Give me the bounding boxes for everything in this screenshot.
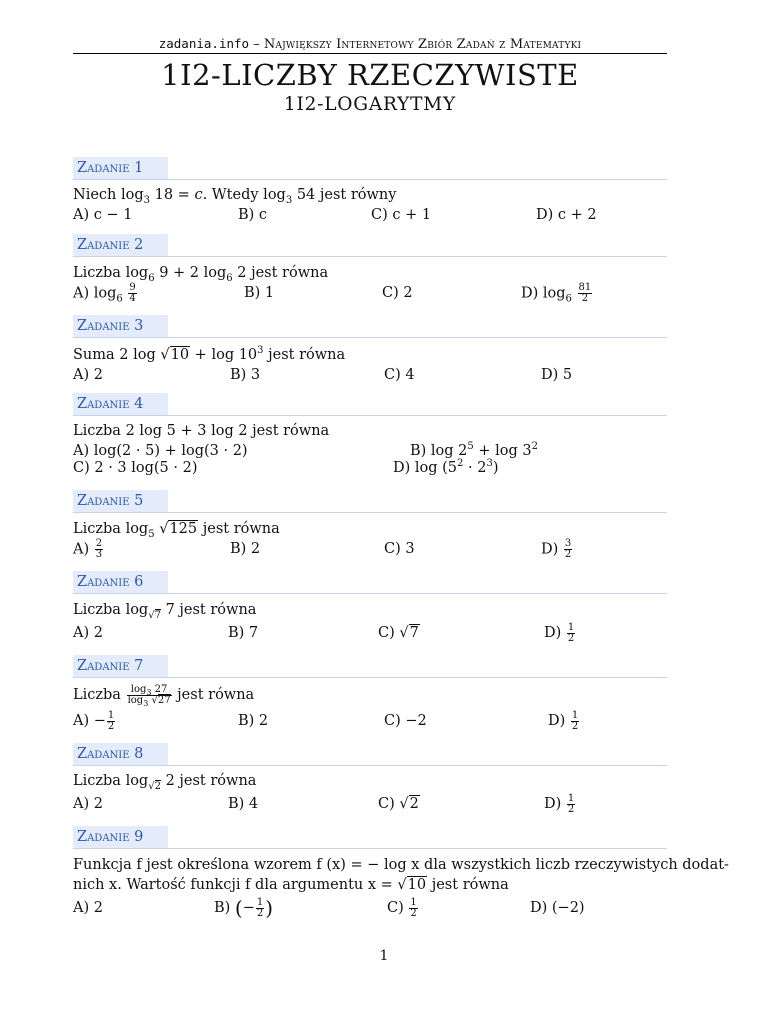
task-1-base: 3	[285, 194, 293, 206]
task-7	[73, 655, 659, 734]
task-9-options	[73, 895, 659, 921]
task-3-options	[73, 365, 659, 385]
task-5-base: 5	[148, 528, 155, 540]
task-2-options	[73, 283, 659, 307]
task-6-text: Liczba log	[73, 602, 149, 618]
task-9-option-a[interactable]: A) 2	[73, 900, 103, 916]
task-8-option-c[interactable]: C) √2	[378, 796, 419, 812]
task-4-question: Liczba 2 log 5 + 3 log 2 jest równa	[73, 423, 330, 439]
task-6-option-b[interactable]: B) 7	[228, 625, 259, 641]
task-7-text: Liczba	[73, 687, 126, 703]
task-1-text: Niech log	[73, 187, 144, 203]
task-1-option-d[interactable]: D) c + 2	[536, 207, 597, 223]
task-8-option-d[interactable]: D) $\frac{1}{2}$	[544, 792, 575, 815]
task-9	[73, 826, 729, 921]
task-3-text: jest równa	[263, 347, 346, 363]
task-2-option-d[interactable]: D) $\log_6$ $\frac{81}{2}$	[521, 282, 592, 305]
task-8-option-a[interactable]: A) 2	[73, 796, 103, 812]
task-5-text: jest równa	[198, 521, 280, 537]
task-7-text: jest równa	[172, 687, 255, 703]
task-8-question	[73, 771, 659, 791]
task-1-text: 54 jest równy	[296, 187, 397, 203]
task-7-question	[73, 682, 659, 708]
page-subtitle: 1I2-LOGARYTMY	[283, 94, 457, 115]
task-9-option-c[interactable]: C) $\frac{1}{2}$	[387, 896, 417, 919]
task-8-text: Liczba log	[73, 773, 149, 789]
task-5-option-c[interactable]: C) 3	[384, 541, 415, 557]
task-5-label: Zadanie 5	[73, 490, 168, 513]
task-9-question-line2	[73, 875, 659, 895]
page-header	[73, 36, 667, 54]
task-5-question	[73, 519, 659, 539]
task-8-base: √2	[148, 780, 161, 792]
task-2-text: 2 jest równa	[237, 265, 329, 281]
task-7-option-a[interactable]: A) − $\frac{1}{2}$	[73, 709, 115, 732]
task-1-options	[73, 205, 659, 225]
task-6-options	[73, 620, 659, 646]
task-6	[73, 571, 659, 646]
task-7-label: Zadanie 7	[73, 655, 168, 678]
task-9-text: nich x. Wartość funkcji f dla argumentu x =	[73, 877, 398, 893]
task-4-option-b[interactable]: B) $\log 2^5 + \log 3^2$	[410, 441, 539, 459]
task-3-exponent: 3	[257, 345, 264, 357]
task-4-option-a[interactable]: A) log(2 · 5) + log(3 · 2)	[73, 443, 248, 459]
task-9-option-b[interactable]: B) (− $\frac{1}{2}$ )	[214, 896, 274, 920]
task-6-option-a[interactable]: A) 2	[73, 625, 103, 641]
task-7-options	[73, 708, 659, 734]
task-6-option-c[interactable]: C) √7	[378, 625, 419, 641]
task-4-option-c[interactable]: C) 2 · 3 log(5 · 2)	[73, 460, 198, 476]
task-2-base: 6	[148, 272, 155, 284]
task-5-option-d[interactable]: D) $\frac{3}{2}$	[541, 538, 572, 560]
task-9-option-d[interactable]: D) (−2)	[530, 900, 585, 916]
task-5-option-a[interactable]: A) $\frac{2}{3}$	[73, 538, 103, 560]
task-1-text: 18 =	[154, 187, 195, 203]
task-5-options	[73, 539, 659, 563]
task-7-fraction: $\frac{\log_3 27}{\log_3 √27}$	[127, 683, 171, 708]
task-7-option-b[interactable]: B) 2	[238, 713, 269, 729]
task-7-option-d[interactable]: D) $\frac{1}{2}$	[548, 709, 579, 732]
task-8	[73, 743, 659, 817]
task-2-option-c[interactable]: C) 2	[382, 285, 413, 301]
task-3-option-c[interactable]: C) 4	[384, 367, 415, 383]
sqrt-symbol: √10	[397, 877, 427, 893]
task-1-question	[73, 185, 659, 205]
task-8-label: Zadanie 8	[73, 743, 168, 766]
task-4-options-row2	[73, 458, 659, 478]
task-6-text: 7 jest równa	[165, 602, 257, 618]
task-5-option-b[interactable]: B) 2	[230, 541, 261, 557]
task-1-option-b[interactable]: B) c	[238, 207, 268, 223]
header-tagline: Największy Internetowy Zbiór Zadań z Matematyki	[263, 37, 582, 52]
task-6-label: Zadanie 6	[73, 571, 168, 594]
page-number: 1	[379, 948, 389, 964]
task-2-text: Liczba log	[73, 265, 149, 281]
task-2-label: Zadanie 2	[73, 234, 168, 257]
task-3-option-a[interactable]: A) 2	[73, 367, 103, 383]
task-6-question	[73, 600, 659, 620]
task-1-text: . Wtedy log	[202, 187, 286, 203]
task-2	[73, 234, 659, 307]
task-6-option-d[interactable]: D) $\frac{1}{2}$	[544, 621, 575, 644]
sqrt-symbol: √125	[159, 521, 198, 537]
task-4	[73, 393, 659, 478]
task-2-option-b[interactable]: B) 1	[244, 285, 275, 301]
task-3-option-d[interactable]: D) 5	[541, 367, 573, 383]
task-1-option-a[interactable]: A) c − 1	[73, 207, 133, 223]
header-site-link[interactable]: zadania.info	[158, 36, 250, 51]
task-1	[73, 157, 659, 225]
task-5-text: Liczba log	[73, 521, 149, 537]
task-8-text: 2 jest równa	[165, 773, 257, 789]
task-3-option-b[interactable]: B) 3	[230, 367, 261, 383]
task-3	[73, 315, 659, 385]
task-8-options	[73, 791, 659, 817]
task-3-text: Suma 2 log	[73, 347, 161, 363]
task-9-text: jest równa	[427, 877, 509, 893]
task-1-var: c	[194, 187, 203, 203]
task-3-question	[73, 345, 659, 365]
header-dash: –	[249, 37, 264, 52]
task-3-text: + log 10	[190, 347, 258, 363]
task-6-base: √7	[148, 609, 161, 621]
task-5	[73, 490, 659, 563]
task-2-question	[73, 263, 659, 283]
sqrt-symbol: √10	[160, 347, 190, 363]
task-1-base: 3	[143, 194, 150, 206]
task-2-base: 6	[226, 272, 233, 284]
task-1-label: Zadanie 1	[73, 157, 168, 180]
task-2-text: 9 + 2 log	[159, 265, 227, 281]
task-7-option-c[interactable]: C) −2	[384, 713, 427, 729]
task-9-question-line1: Funkcja f jest określona wzorem f (x) = − log x dla wszystkich liczb rzeczywistych dodat-	[73, 857, 729, 873]
page-title: 1I2-LICZBY RZECZYWISTE	[161, 58, 579, 92]
task-1-option-c[interactable]: C) c + 1	[371, 207, 432, 223]
task-4-label: Zadanie 4	[73, 393, 168, 416]
task-8-option-b[interactable]: B) 4	[228, 796, 259, 812]
task-9-label: Zadanie 9	[73, 826, 168, 849]
task-4-option-d[interactable]: D) $\log (5^2 \cdot 2^3)$	[393, 458, 499, 476]
task-2-option-a[interactable]: A) $\log_6$ $\frac{9}{4}$	[73, 282, 136, 305]
task-3-label: Zadanie 3	[73, 315, 168, 338]
